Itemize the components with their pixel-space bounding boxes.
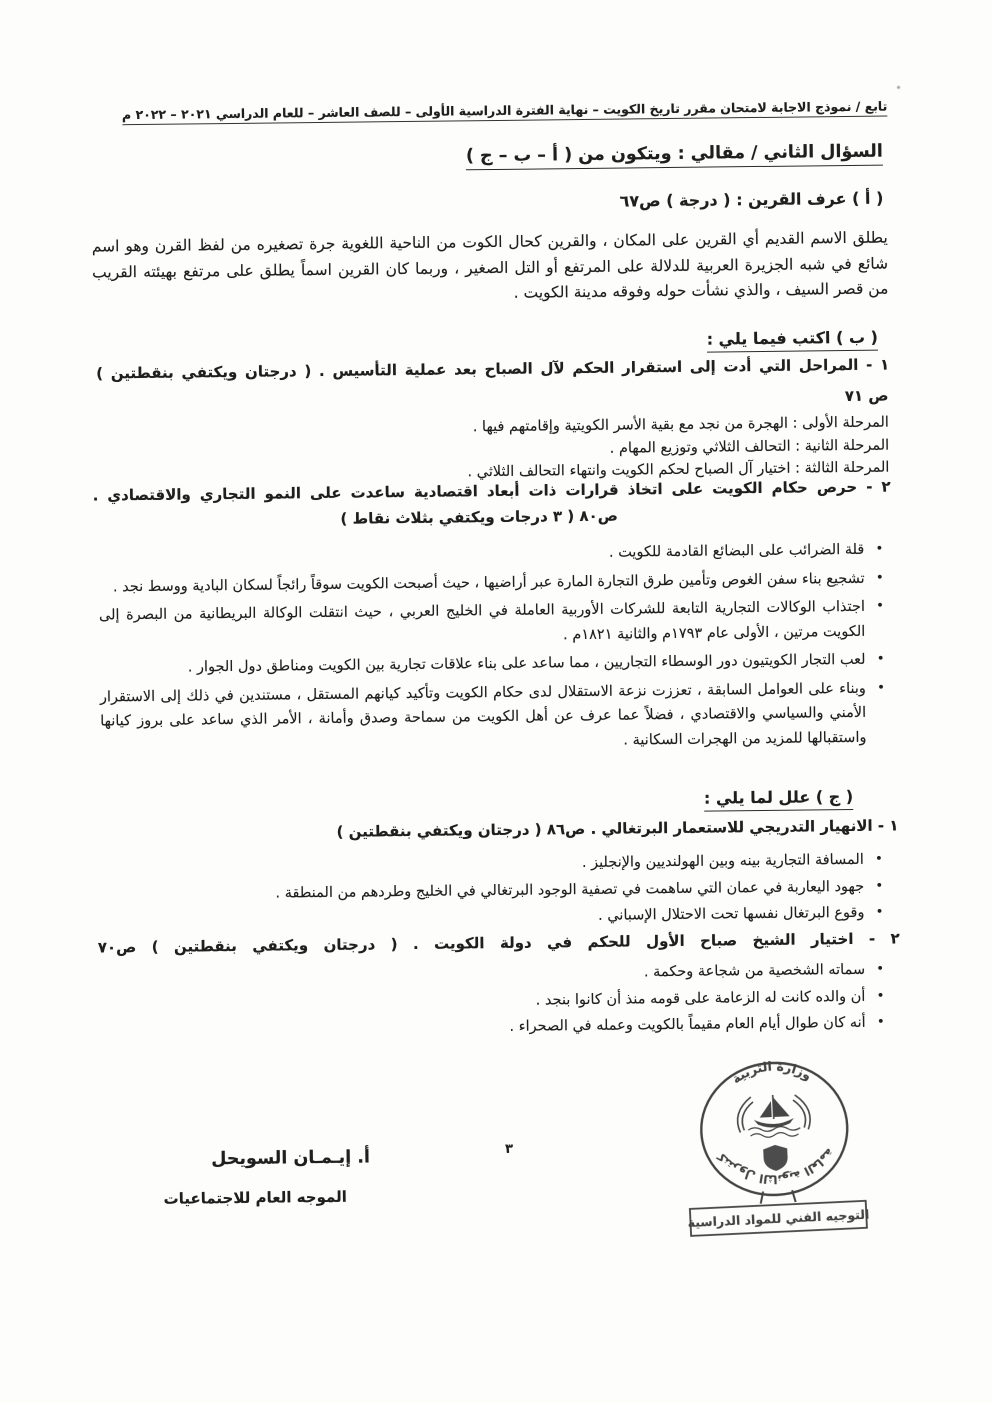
bullet-item: • وبناء على العوامل السابقة ، تعززت نزعة الاستقلال لدى حكام الكويت وتأكيد كيانهم المستقل ، مستندين في ذلك إلى الاستقرار الأمني والسياسي والاقتصادي ، فضلاً عما عرف عن أهل الكويت من سماحة وصدق وأمانة ، الأمر الذي ساعد على بروز كيانها واستقبالها للمزيد من الهجرات السكانية . (100, 676, 889, 758)
bullet-item: • سماته الشخصية من شجاعة وحكمة . (113, 958, 887, 991)
document-header: تابع / نموذج الاجابة لامتحان مقرر تاريخ الكويت – نهاية الفترة الدراسية الأولى – للصف العاشر – للعام الدراسي ٢٠٢١ – ٢٠٢٢ م (122, 99, 887, 126)
part-b-q1-answers (94, 412, 890, 489)
bullet-item: • لعب التجار الكويتيون دور الوسطاء التجاريين ، مما ساعد على بناء علاقات تجارية بين الكويت ومناطق دول الجوار . (99, 648, 887, 681)
part-c-q1-text: ١ - الانهيار التدريجي للاستعمار البرتغالي . ص٨٦ ( درجتان ويكتفي بنقطتين ) (336, 816, 899, 841)
answer-line: المرحلة الأولى : الهجرة من نجد مع بقية الأسر الكويتية وإقامتهم فيها . (472, 414, 889, 436)
kuwait-ministry-emblem-icon (736, 1093, 812, 1172)
question-title: السؤال الثاني / مقالي : ويتكون من ( أ – ب – ج ) (466, 142, 883, 171)
stamp-bottom-text: كنترول الثانوية العامة (714, 1145, 838, 1187)
part-a-answer: يطلق الاسم القديم أي القرين على المكان ، والقرين كحال الكوت من الناحية اللغوية جرة تصغيره من لفظ القرن وهو اسم شائع في شبه الجزيرة العربية للدلالة على المرتفع أو التل الصغير ، وربما كان القرين اسماً يطلق على مرتفع بهيئته القريب من قصر السيف ، والذي نشأت حوله وفوقه مدينة الكويت . (91, 228, 889, 302)
part-a-heading: ( أ ) عرف القرين : ( درجة ) ص٦٧ (619, 188, 884, 211)
bullet-item: • اجتذاب الوكالات التجارية التابعة للشركات الأوربية العاملة في الخليج العربي ، حيث انتقلت الوكالة البريطانية من البصرة إلى الكويت مرتين ، الأولى عام ١٧٩٣م والثانية ١٨٢١م . (99, 595, 888, 653)
bullet-item: • تشجيع بناء سفن الغوص وتأمين طرق التجارة المارة عبر أراضيها ، حيث أصبحت الكويت سوقاً رائجاً لسكان البادية ووسط نجد . (99, 566, 887, 599)
svg-text:وزارة التربية (728, 1057, 815, 1087)
signature-name: أ. إيـمـان السويحل (211, 1147, 371, 1170)
part-b-q1-pageref: ص ٧١ (844, 386, 889, 406)
bullet-item: • وقوع البرتغال نفسها تحت الاحتلال الإسباني . (112, 901, 886, 934)
part-c-heading: ( ج ) علل لما يلي : (704, 787, 853, 812)
bullet-item: • جهود اليعاربة في عمان التي ساهمت في تصفية الوجود البرتغالي في الخليج وطردهم من المنطقة . (112, 874, 886, 907)
part-b-heading: ( ب ) اكتب فيما يلي : (707, 328, 878, 353)
part-b-q2-pageref: ص٨٠ ( ٣ درجات ويكتفي بثلاث نقاط ) (340, 506, 619, 528)
part-c-q1-answers (112, 848, 887, 934)
ministry-stamp-seal-icon (675, 1046, 880, 1245)
part-c-q2-text: ٢ - اختيار الشيخ صباح الأول للحكم في دولة الكويت . ( درجتان ويكتفي بنقطتين ) ص٧٠ (97, 929, 900, 957)
bullet-item: • المسافة التجارية بينه وبين الهولنديين والإنجليز . (112, 848, 886, 881)
answer-line: المرحلة الثانية : التحالف الثلاثي وتوزيع المهام . (609, 437, 890, 457)
bullet-item: • أنه كان طوال أيام العام مقيماً بالكويت وعمله في الصحراء . (114, 1011, 888, 1044)
part-b-q2-answers (98, 538, 888, 759)
stamp-box-label: التوجيه الفني للمواد الدراسية (687, 1206, 870, 1231)
page-number: ٣ (504, 1141, 514, 1157)
stamp-top-text: وزارة التربية (728, 1058, 815, 1087)
signature-title: الموجه العام للاجتماعيات (163, 1187, 347, 1208)
answer-line: المرحلة الثالثة : اختيار آل الصباح لحكم الكويت وانتهاء التحالف الثلاثي . (467, 459, 890, 481)
part-b-q1-text: ١ - المراحل التي أدت إلى استقرار الحكم لآل الصباح بعد عملية التأسيس . ( درجتان ويكتفي بنقطتين ) (96, 355, 890, 383)
bullet-item: • قلة الضرائب على البضائع القادمة للكويت . (98, 538, 886, 571)
part-b-q2-text: ٢ - حرص حكام الكويت على اتخاذ قرارات ذات أبعاد اقتصادية ساعدت على النمو التجاري والاقتصادي . (92, 477, 891, 505)
bullet-item: • أن والده كانت له الزعامة على قومه منذ أن كانوا بنجد . (113, 984, 887, 1017)
part-c-q2-answers (113, 958, 888, 1044)
scan-speck (896, 85, 901, 89)
